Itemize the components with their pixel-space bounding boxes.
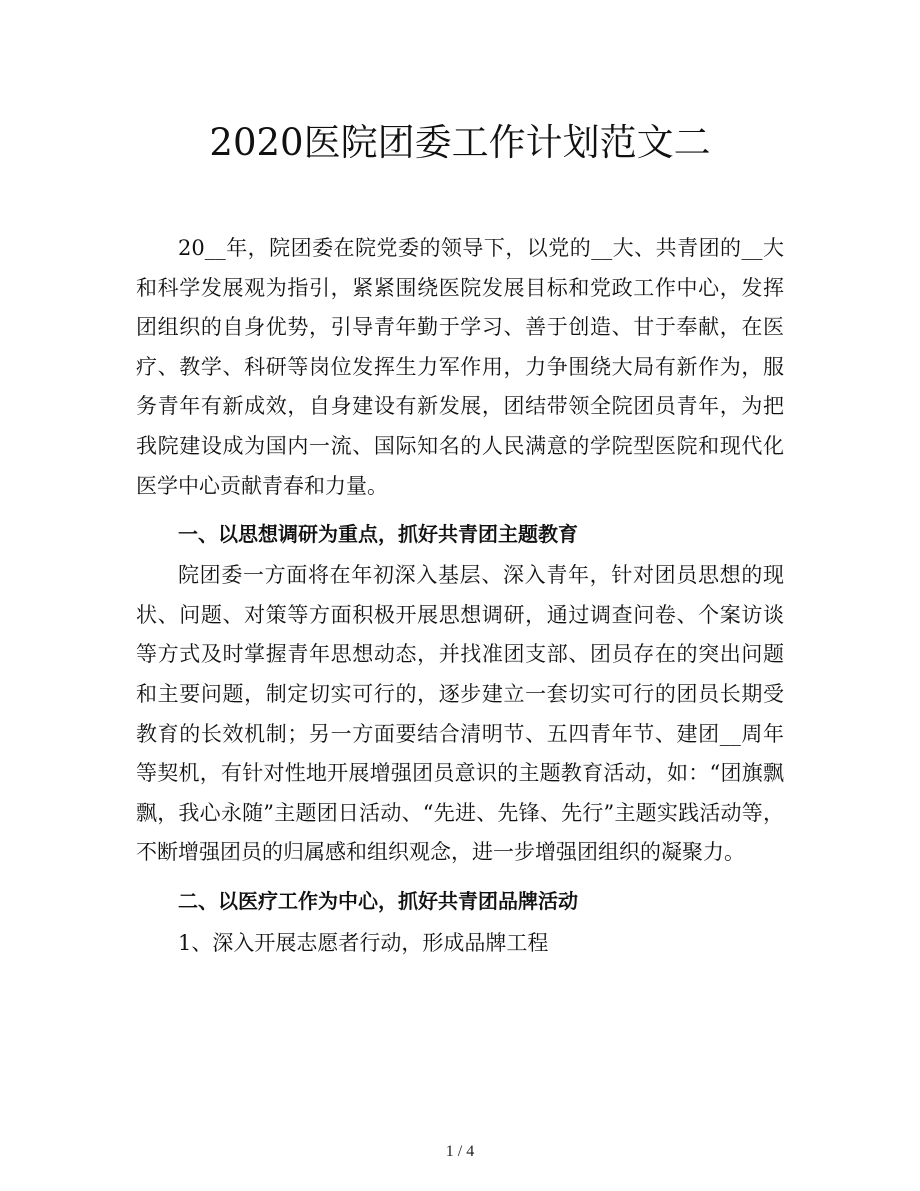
section-2-heading: 二、以医疗工作为中心，抓好共青团品牌活动 <box>178 888 578 913</box>
intro-paragraph: 20__年，院团委在院党委的领导下，以党的__大、共青团的__大和科学发展观为指引，紧紧围绕医院发展目标和党政工作中心，发挥团组织的自身优势，引导青年勤于学习、善于创造、甘于奉献，在医疗、教学、科研等岗位发挥生力军作用，力争围绕大局有新作为，服务青年有新成效，自身建设有新发展，团结带领全院团员青年，为把我院建设成为国内一流、国际知名的人民满意的学院型医院和现代化医学中心贡献青春和力量。 <box>136 236 784 498</box>
section-2-item-1: 1、深入开展志愿者行动，形成品牌工程 <box>178 930 549 955</box>
page-number: 1 / 4 <box>445 1143 475 1160</box>
section-1-heading: 一、以思想调研为重点，抓好共青团主题教育 <box>178 522 578 547</box>
document-title: 2020医院团委工作计划范文二 <box>209 121 711 164</box>
section-1-paragraph: 院团委一方面将在年初深入基层、深入青年，针对团员思想的现状、问题、对策等方面积极开展思想调研，通过调查问卷、个案访谈等方式及时掌握青年思想动态，并找准团支部、团员存在的突出问题和主要问题，制定切实可行的，逐步建立一套切实可行的团员长期受教育的长效机制；另一方面要结合清明节、五四青年节、建团__周年等契机，有针对性地开展增强团员意识的主题教育活动，如：“团旗飘飘，我心永随”主题团日活动、“先进、先锋、先行”主题实践活动等，不断增强团员的归属感和组织观念，进一步增强团组织的凝聚力。 <box>136 563 784 865</box>
document-body <box>136 229 784 963</box>
